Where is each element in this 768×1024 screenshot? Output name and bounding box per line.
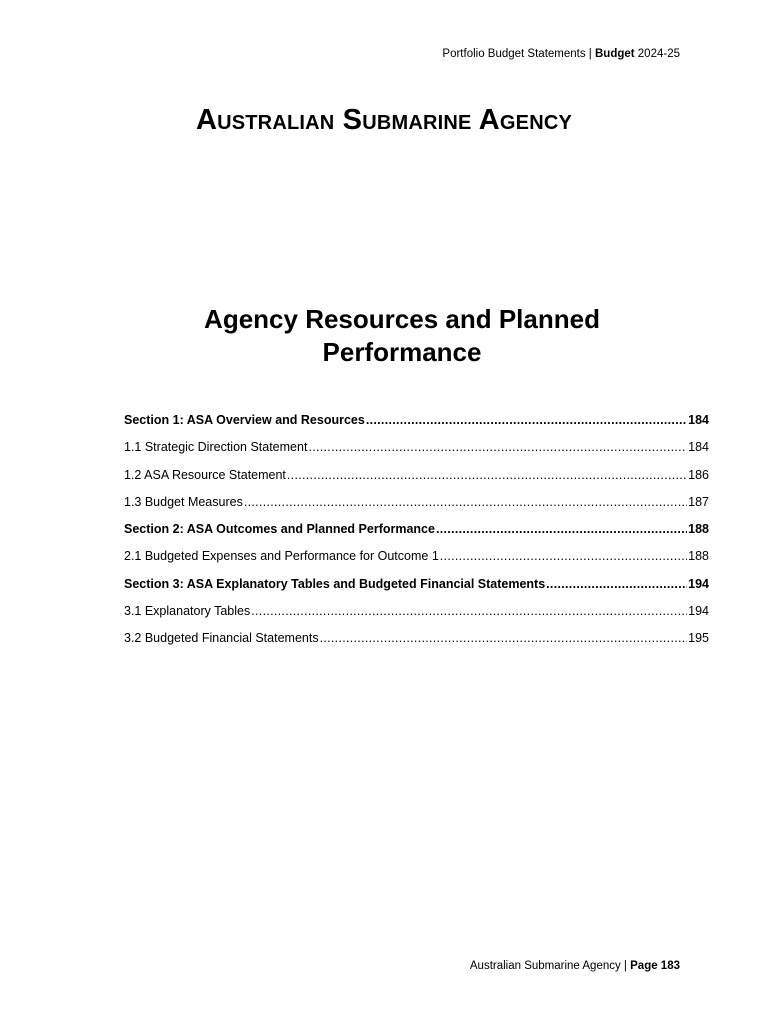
toc-label: 1.3 Budget Measures — [124, 494, 243, 509]
toc-leader — [546, 577, 687, 591]
toc-entry[interactable] — [124, 468, 709, 495]
toc-label: 1.1 Strategic Direction Statement — [124, 440, 308, 455]
toc-page-number: 186 — [688, 467, 709, 482]
toc-label: 1.2 ASA Resource Statement — [124, 467, 286, 482]
toc-page-number: 194 — [688, 604, 709, 619]
toc-label: Section 1: ASA Overview and Resources — [124, 413, 365, 427]
table-of-contents — [124, 413, 709, 659]
toc-leader — [308, 440, 687, 454]
toc-leader — [320, 631, 688, 645]
page-header — [442, 48, 680, 60]
toc-entry[interactable] — [124, 631, 709, 658]
toc-page-number: 187 — [688, 494, 709, 509]
toc-leader — [440, 549, 687, 563]
toc-label: 2.1 Budgeted Expenses and Performance for Outcome 1 — [124, 549, 439, 564]
page-footer — [470, 960, 680, 972]
toc-entry[interactable] — [124, 440, 709, 467]
header-budget: Budget — [594, 48, 635, 60]
toc-entry[interactable] — [124, 577, 709, 604]
toc-page-number: 184 — [688, 413, 709, 427]
footer-agency: Australian Submarine Agency | — [469, 960, 631, 972]
toc-leader — [244, 495, 687, 509]
section-title: Agency Resources and Planned Performance — [204, 304, 600, 367]
toc-entry[interactable] — [124, 522, 709, 549]
toc-entry[interactable] — [124, 413, 709, 440]
toc-label: Section 2: ASA Outcomes and Planned Performance — [124, 522, 435, 537]
toc-leader — [287, 468, 687, 482]
toc-label: 3.1 Explanatory Tables — [124, 604, 251, 619]
header-year: 2024-25 — [634, 48, 680, 60]
toc-entry[interactable] — [124, 604, 709, 631]
toc-leader — [436, 522, 687, 536]
toc-page-number: 195 — [688, 631, 709, 646]
header-prefix: Portfolio Budget Statements | — [442, 48, 595, 60]
toc-page-number: 188 — [688, 549, 709, 564]
toc-page-number: 194 — [688, 576, 709, 591]
agency-title: Australian Submarine Agency — [195, 104, 573, 136]
toc-leader — [366, 413, 687, 427]
footer-page-number: Page 183 — [630, 960, 680, 972]
toc-page-number: 188 — [688, 522, 709, 537]
toc-entry[interactable] — [124, 549, 709, 576]
toc-entry[interactable] — [124, 495, 709, 522]
toc-page-number: 184 — [688, 440, 709, 455]
toc-label: Section 3: ASA Explanatory Tables and Budgeted Financial Statements — [124, 576, 546, 591]
toc-leader — [251, 604, 687, 618]
toc-label: 3.2 Budgeted Financial Statements — [124, 631, 319, 646]
